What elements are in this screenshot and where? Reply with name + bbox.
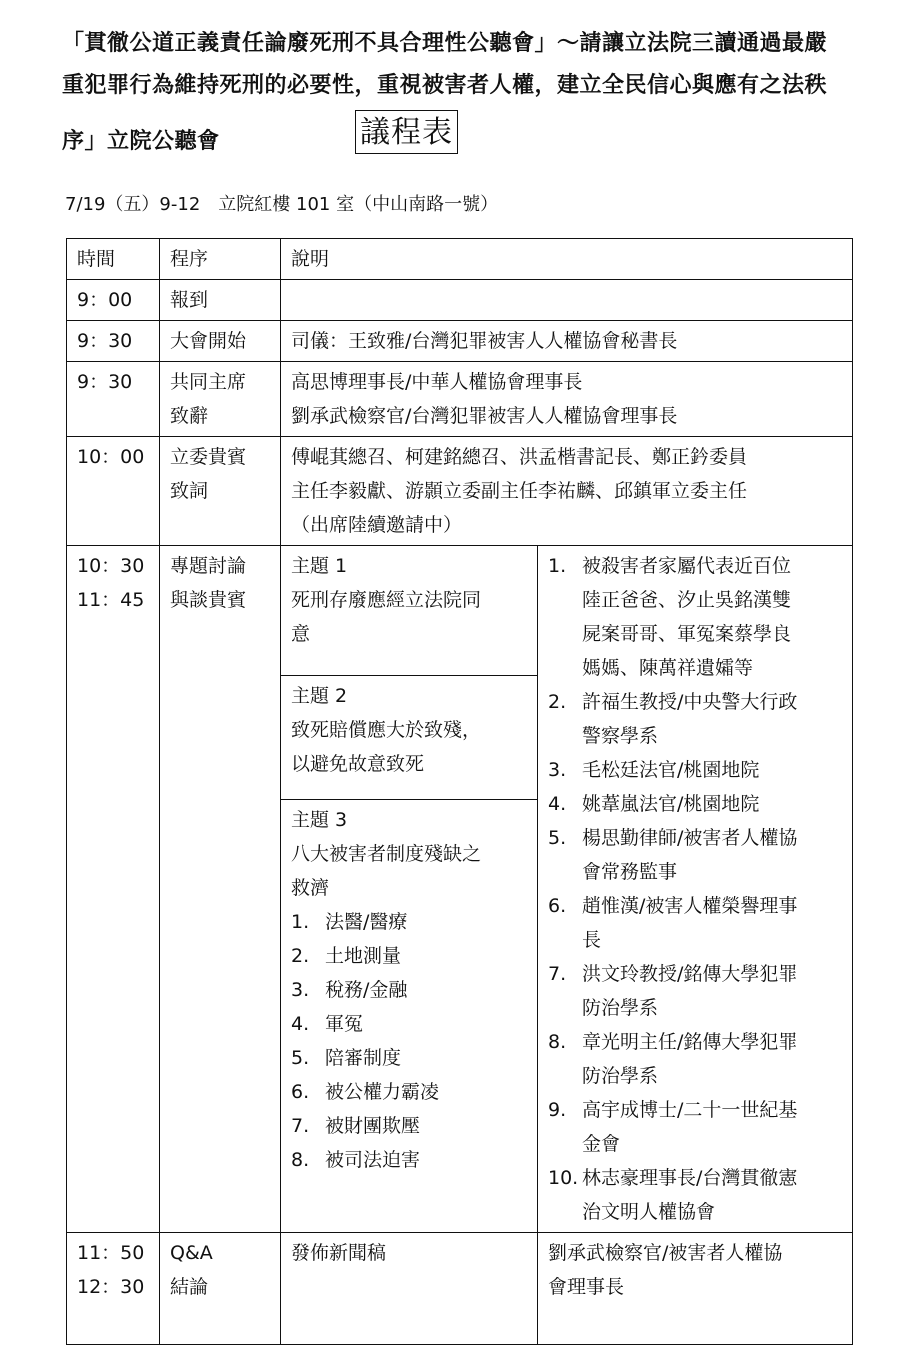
description-text: 劉承武檢察官/台灣犯罪被害人人權協會理事長 (291, 405, 678, 427)
item-text: 被司法迫害 (325, 1148, 421, 1171)
list-item (548, 957, 844, 1025)
time-text: 10：00 (77, 446, 145, 468)
table-row-discussion (67, 546, 853, 676)
closing-speaker-cell (538, 1233, 853, 1345)
table-row (67, 321, 853, 362)
topic-3-list (291, 905, 529, 1177)
procedure-text: 立委貴賓 (170, 446, 247, 468)
procedure-text: 致詞 (170, 480, 209, 502)
topic-text: 死刑存廢應經立法院同 (291, 589, 482, 611)
description-cell (281, 437, 853, 546)
list-item (291, 1109, 529, 1143)
item-number: 5. (291, 1046, 310, 1069)
item-number: 4. (548, 793, 567, 815)
speaker-text: 毛松廷法官/桃園地院 (582, 759, 760, 781)
speaker-text: 林志豪理事長/台灣貫徹憲 (582, 1167, 798, 1189)
time-cell (67, 437, 160, 546)
speaker-text: 防治學系 (582, 1065, 659, 1087)
list-item (548, 889, 844, 957)
procedure-text: 致辭 (170, 405, 209, 427)
speaker-text: 會理事長 (548, 1276, 625, 1298)
list-item (291, 905, 529, 939)
item-number: 6. (548, 895, 567, 917)
description-cell (281, 362, 853, 437)
item-number: 8. (291, 1148, 310, 1171)
topic-text: 致死賠償應大於致殘， (291, 719, 482, 741)
list-item (548, 1025, 844, 1093)
speaker-text: 高宇成博士/二十一世紀基 (582, 1099, 798, 1121)
topic-label: 主題 2 (291, 685, 348, 707)
speaker-text: 楊思勤律師/被害者人權協 (582, 827, 798, 849)
time-cell (67, 362, 160, 437)
procedure-text: 專題討論 (170, 555, 247, 577)
procedure-cell (160, 362, 281, 437)
table-row-closing (67, 1233, 853, 1345)
list-item (548, 821, 844, 889)
speakers-cell (538, 546, 853, 1233)
list-item (548, 1161, 844, 1229)
description-text: 發佈新聞稿 (291, 1242, 387, 1264)
time-cell (67, 321, 160, 362)
header-time: 時間 (67, 239, 160, 280)
topic-text: 以避免故意致死 (291, 753, 425, 775)
speaker-text: 章光明主任/銘傳大學犯罪 (582, 1031, 798, 1053)
description-text: 主任李毅獻、游顥立委副主任李祐麟、邱鎮軍立委主任 (291, 480, 748, 502)
list-item (291, 1143, 529, 1177)
list-item (548, 685, 844, 753)
time-text: 9：30 (77, 371, 133, 393)
speaker-text: 警察學系 (582, 725, 659, 747)
description-text: 高思博理事長/中華人權協會理事長 (291, 371, 583, 393)
procedure-text: 結論 (170, 1276, 209, 1298)
topic-text: 意 (291, 623, 311, 645)
item-number: 5. (548, 827, 567, 849)
item-text: 被財團欺壓 (325, 1114, 421, 1137)
speaker-text: 會常務監事 (582, 861, 678, 883)
speaker-text: 金會 (582, 1133, 621, 1155)
item-text: 陪審制度 (325, 1046, 402, 1069)
venue-line: 7/19（五）9-12 立院紅樓 101 室（中山南路一號） (65, 194, 499, 215)
item-number: 2. (548, 691, 567, 713)
topic-1-cell (281, 546, 538, 676)
speaker-text: 趙惟漢/被害人權榮譽理事 (582, 895, 798, 917)
list-item (548, 1093, 844, 1161)
description-cell (281, 280, 853, 321)
speaker-text: 姚葦嵐法官/桃園地院 (582, 793, 760, 815)
topic-3-cell (281, 799, 538, 1232)
title-line-1: 「貫徹公道正義責任論廢死刑不具合理性公聽會」～請讓立法院三讀通過最嚴 (62, 31, 828, 56)
topic-text: 八大被害者制度殘缺之 (291, 842, 482, 865)
speaker-text: 許福生教授/中央警大行政 (582, 691, 798, 713)
item-number: 10. (548, 1167, 579, 1189)
time-text: 9：30 (77, 330, 133, 352)
speaker-text: 洪文玲教授/銘傳大學犯罪 (582, 963, 798, 985)
list-item (291, 939, 529, 973)
speaker-text: 劉承武檢察官/被害者人權協 (548, 1242, 783, 1264)
item-number: 9. (548, 1099, 567, 1121)
agenda-label: 議程表 (355, 110, 458, 154)
procedure-cell (160, 546, 281, 1233)
time-text: 9：00 (77, 289, 133, 311)
item-number: 1. (548, 555, 567, 577)
list-item (291, 973, 529, 1007)
list-item (291, 1007, 529, 1041)
time-cell (67, 280, 160, 321)
procedure-cell (160, 321, 281, 362)
item-number: 3. (548, 759, 567, 781)
agenda-table (66, 238, 853, 1345)
item-number: 8. (548, 1031, 567, 1053)
time-text: 11：45 (77, 589, 145, 611)
speaker-text: 防治學系 (582, 997, 659, 1019)
speaker-text: 被殺害者家屬代表近百位 (582, 555, 792, 577)
speaker-text: 媽媽、陳萬祥遺孀等 (582, 657, 754, 679)
procedure-cell (160, 280, 281, 321)
list-item (291, 1041, 529, 1075)
list-item (548, 549, 844, 685)
table-row (67, 437, 853, 546)
topic-text: 救濟 (291, 876, 330, 899)
procedure-text: Q&A (170, 1242, 213, 1264)
topic-2-cell (281, 676, 538, 800)
time-cell (67, 546, 160, 1233)
time-text: 11：50 (77, 1242, 145, 1264)
item-text: 軍冤 (325, 1012, 364, 1035)
time-text: 10：30 (77, 555, 145, 577)
procedure-text: 報到 (170, 289, 209, 311)
item-text: 被公權力霸凌 (325, 1080, 440, 1103)
header-description: 說明 (281, 239, 853, 280)
speaker-text: 陸正爸爸、汐止吳銘漢雙 (582, 589, 792, 611)
item-number: 2. (291, 944, 310, 967)
item-number: 7. (291, 1114, 310, 1137)
topic-label: 主題 1 (291, 555, 348, 577)
speaker-text: 屍案哥哥、軍冤案蔡學良 (582, 623, 792, 645)
header-procedure: 程序 (160, 239, 281, 280)
description-cell (281, 1233, 538, 1345)
topic-label: 主題 3 (291, 808, 348, 831)
title-line-2: 重犯罪行為維持死刑的必要性，重視被害者人權，建立全民信心與應有之法秩 (62, 73, 828, 98)
table-row (67, 362, 853, 437)
list-item (548, 787, 844, 821)
procedure-text: 共同主席 (170, 371, 247, 393)
speaker-text: 治文明人權協會 (582, 1201, 716, 1223)
time-cell (67, 1233, 160, 1345)
procedure-text: 與談貴賓 (170, 589, 247, 611)
description-text: 傅崐萁總召、柯建銘總召、洪孟楷書記長、鄭正鈐委員 (291, 446, 748, 468)
table-header-row (67, 239, 853, 280)
speaker-list (548, 549, 844, 1229)
procedure-text: 大會開始 (170, 330, 247, 352)
procedure-cell (160, 437, 281, 546)
list-item (548, 753, 844, 787)
list-item (291, 1075, 529, 1109)
item-number: 3. (291, 978, 310, 1001)
speaker-text: 長 (582, 929, 602, 951)
item-text: 法醫/醫療 (325, 910, 408, 933)
item-number: 7. (548, 963, 567, 985)
item-text: 土地測量 (325, 944, 402, 967)
item-number: 1. (291, 910, 310, 933)
description-text: （出席陸續邀請中） (291, 514, 463, 536)
time-text: 12：30 (77, 1276, 145, 1298)
procedure-cell (160, 1233, 281, 1345)
description-cell (281, 321, 853, 362)
description-text: 司儀：王致雅/台灣犯罪被害人人權協會秘書長 (291, 330, 678, 352)
item-number: 6. (291, 1080, 310, 1103)
item-text: 稅務/金融 (325, 978, 408, 1001)
title-line-3: 序」立院公聽會 (62, 129, 220, 154)
table-row (67, 280, 853, 321)
item-number: 4. (291, 1012, 310, 1035)
